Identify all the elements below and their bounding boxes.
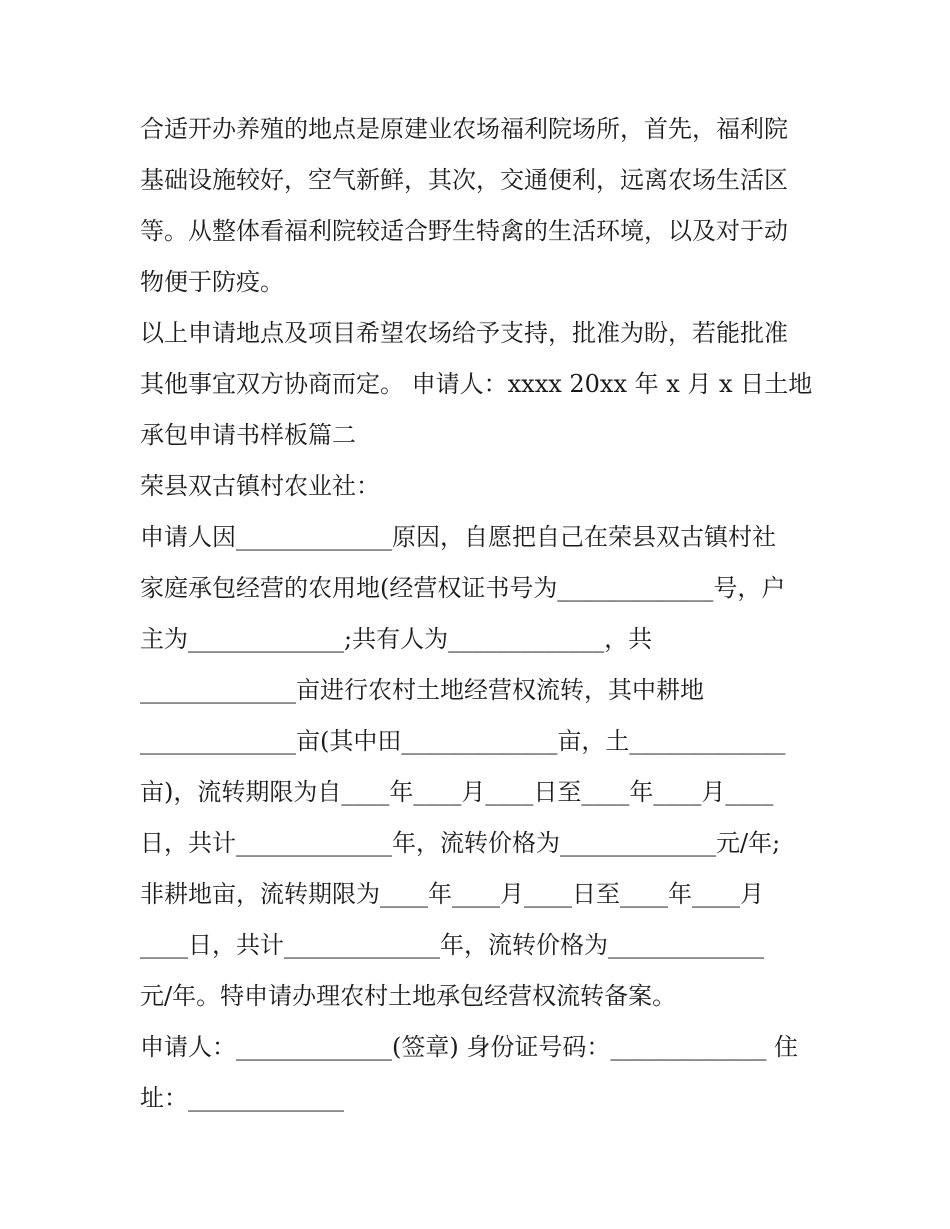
- form-line: _____________亩(其中田_____________亩，土_____________: [140, 727, 786, 755]
- form-line: 亩)，流转期限为自____年____月____日至____年____月____: [140, 778, 774, 806]
- document-body: [140, 104, 820, 1124]
- form-line: 日，共计_____________年，流转价格为_____________元/年;: [140, 829, 781, 857]
- paragraph-line: 基础设施较好，空气新鲜，其次，交通便利，远离农场生活区: [140, 166, 788, 194]
- form-line: 元/年。特申请办理农村土地承包经营权流转备案。: [140, 982, 677, 1010]
- form-line: 申请人因_____________原因，自愿把自己在荣县双古镇村社: [140, 523, 776, 551]
- form-line: ____日，共计_____________年，流转价格为_____________: [140, 931, 764, 959]
- signature-line: 申请人：_____________(签章) 身份证号码：_____________ 住: [140, 1033, 798, 1061]
- paragraph-line: 等。从整体看福利院较适合野生特禽的生活环境，以及对于动: [140, 217, 788, 245]
- addressee-line: 荣县双古镇村农业社：: [140, 472, 380, 500]
- form-line: _____________亩进行农村土地经营权流转，其中耕地: [140, 676, 704, 704]
- paragraph-line: 物便于防疫。: [140, 268, 284, 296]
- address-line: 址：_____________: [140, 1084, 344, 1112]
- paragraph-line: 以上申请地点及项目希望农场给予支持，批准为盼，若能批准: [140, 319, 788, 347]
- form-line: 非耕地亩，流转期限为____年____月____日至____年____月: [140, 880, 764, 908]
- form-line: 主为_____________;共有人为_____________，共: [140, 625, 653, 653]
- section-title: 承包申请书样板篇二: [140, 421, 356, 449]
- form-line: 家庭承包经营的农用地(经营权证书号为_____________号，户: [140, 574, 786, 602]
- paragraph-line: 其他事宜双方协商而定。 申请人：xxxx 20xx 年 x 月 x 日土地: [140, 370, 813, 398]
- paragraph-line: 合适开办养殖的地点是原建业农场福利院场所，首先，福利院: [140, 115, 788, 143]
